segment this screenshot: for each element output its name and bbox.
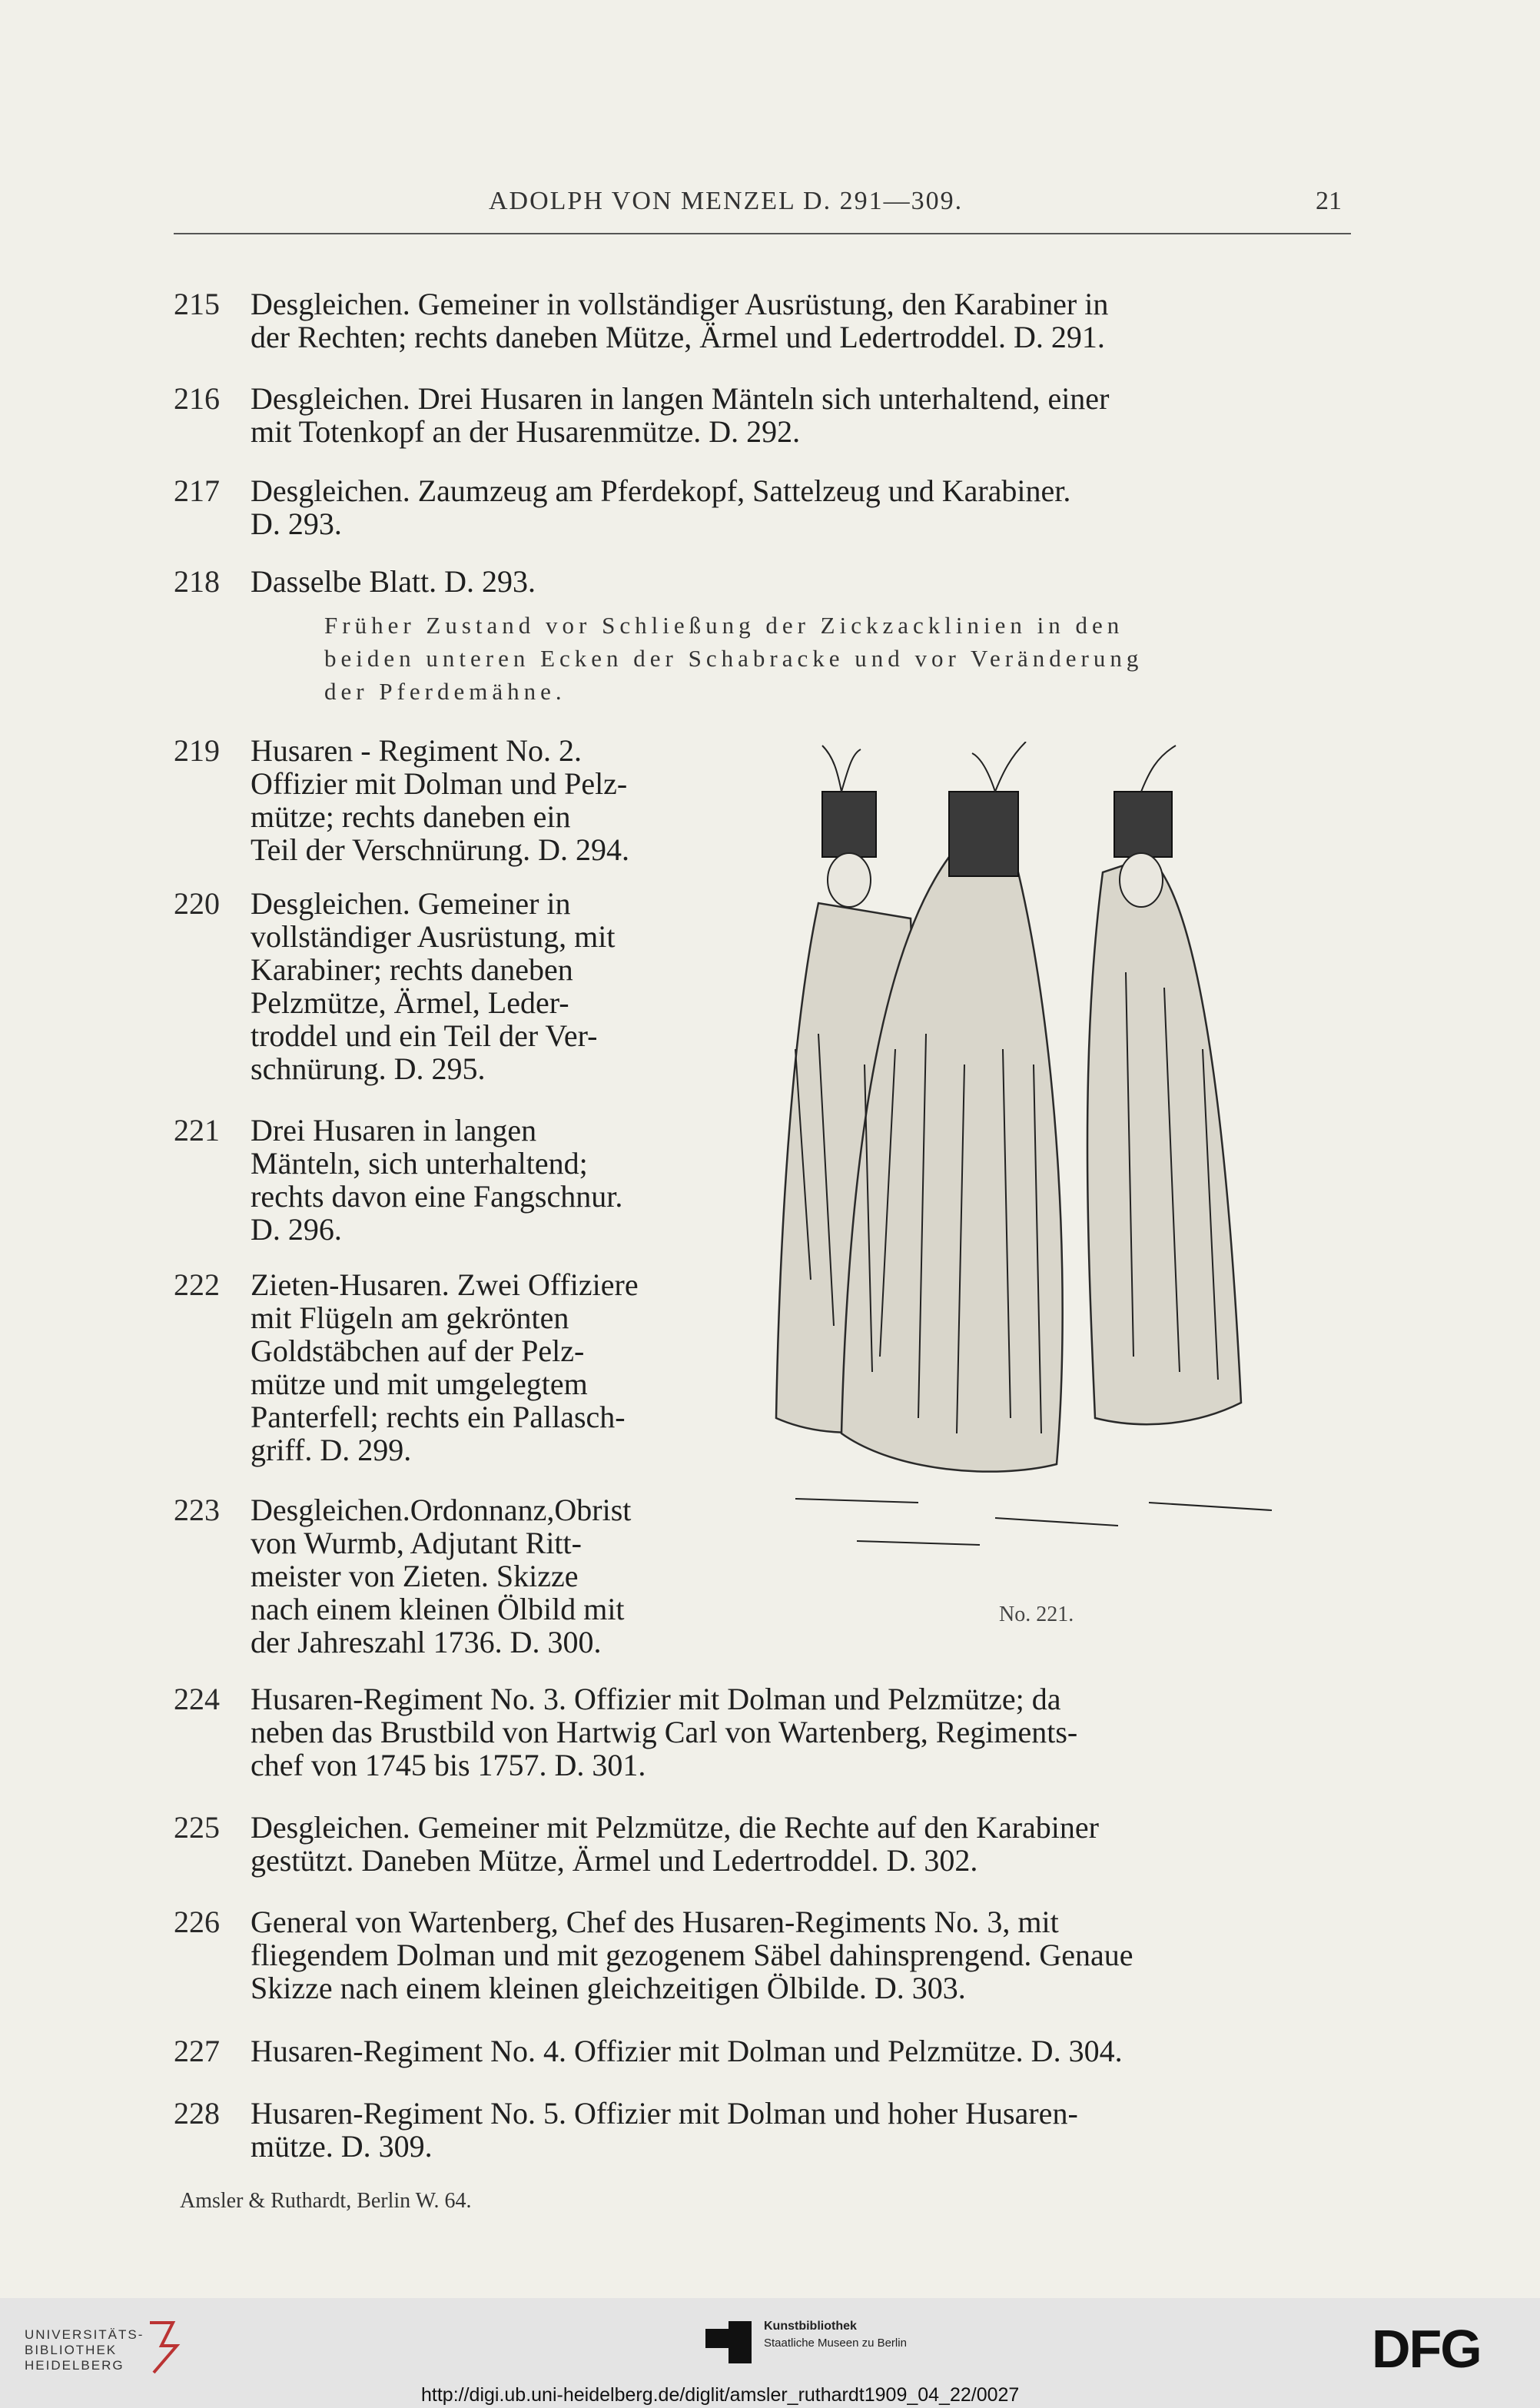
entry-line: Dasselbe Blatt. D. 293. — [251, 564, 536, 599]
entry-number: 220 — [174, 886, 220, 921]
entry-number: 222 — [174, 1267, 220, 1302]
entry-line: Panterfell; rechts ein Pallasch- — [251, 1400, 626, 1434]
entry-line: Desgleichen. Zaumzeug am Pferdekopf, Sattelzeug und Karabiner. — [251, 473, 1071, 508]
note-line: beiden unteren Ecken der Schabracke und vor Veränderung — [324, 645, 1143, 672]
entry-line: Teil der Verschnürung. D. 294. — [251, 832, 630, 867]
entry-line: Desgleichen.Ordonnanz,Obrist — [251, 1493, 632, 1527]
permalink-url[interactable]: http://digi.ub.uni-heidelberg.de/diglit/amsler_ruthardt1909_04_22/0027 — [421, 2384, 1020, 2406]
entry-line: mütze. D. 309. — [251, 2129, 433, 2164]
entry-line: Desgleichen. Drei Husaren in langen Mänteln sich unterhaltend, einer — [251, 381, 1110, 416]
entry-number: 225 — [174, 1810, 220, 1845]
kunstbibliothek-label — [764, 2318, 907, 2352]
entry-line: Goldstäbchen auf der Pelz- — [251, 1334, 585, 1368]
entry-line: schnürung. D. 295. — [251, 1051, 486, 1086]
page-header — [174, 187, 1351, 234]
entry-number: 221 — [174, 1113, 220, 1148]
illustration-caption: No. 221. — [999, 1603, 1074, 1626]
entry-line: chef von 1745 bis 1757. D. 301. — [251, 1748, 646, 1782]
entry-number: 219 — [174, 733, 220, 768]
entry-line: von Wurmb, Adjutant Ritt- — [251, 1526, 582, 1560]
note-line: Früher Zustand vor Schließung der Zickzacklinien in den — [324, 612, 1124, 639]
entry-line: meister von Zieten. Skizze — [251, 1559, 579, 1593]
entry-line: mütze; rechts daneben ein — [251, 799, 571, 834]
entry-line: Husaren - Regiment No. 2. — [251, 733, 582, 768]
entry-note-218 — [324, 609, 1354, 708]
entry-line: gestützt. Daneben Mütze, Ärmel und Ledertroddel. D. 302. — [251, 1843, 978, 1878]
entry-number: 227 — [174, 2034, 220, 2068]
note-line: der Pferdemähne. — [324, 678, 566, 705]
entry-line: Karabiner; rechts daneben — [251, 952, 573, 987]
entry-line: griff. D. 299. — [251, 1433, 412, 1467]
entry-line: Husaren-Regiment No. 5. Offizier mit Dolman und hoher Husaren- — [251, 2096, 1078, 2131]
entry-line: Desgleichen. Gemeiner mit Pelzmütze, die Rechte auf den Karabiner — [251, 1810, 1099, 1845]
entry-line: Desgleichen. Gemeiner in vollständiger Ausrüstung, den Karabiner in — [251, 287, 1109, 321]
kb-name: Kunstbibliothek — [764, 2320, 857, 2333]
dfg-logo: DFG — [1372, 2319, 1481, 2379]
entry-line: Offizier mit Dolman und Pelz- — [251, 766, 628, 801]
entry-line: fliegendem Dolman und mit gezogenem Säbel dahinsprengend. Genaue — [251, 1938, 1133, 1972]
entry-line: Skizze nach einem kleinen gleichzeitigen Ölbilde. D. 303. — [251, 1971, 966, 2005]
logo-line: HEIDELBERG — [25, 2358, 124, 2373]
entry-line: neben das Brustbild von Hartwig Carl von Wartenberg, Regiments- — [251, 1715, 1078, 1749]
entry-line: General von Wartenberg, Chef des Husaren-Regiments No. 3, mit — [251, 1905, 1059, 1939]
entry-number: 216 — [174, 381, 220, 416]
entry-line: Husaren-Regiment No. 3. Offizier mit Dolman und Pelzmütze; da — [251, 1682, 1061, 1716]
entry-number: 223 — [174, 1493, 220, 1527]
entry-line: Pelzmütze, Ärmel, Leder- — [251, 985, 569, 1020]
entry-line: der Rechten; rechts daneben Mütze, Ärmel und Ledertroddel. D. 291. — [251, 320, 1105, 354]
entry-line: Mänteln, sich unterhaltend; — [251, 1146, 588, 1181]
entry-line: der Jahreszahl 1736. D. 300. — [251, 1625, 602, 1659]
entry-number: 215 — [174, 287, 220, 321]
entry-line: troddel und ein Teil der Ver- — [251, 1018, 598, 1053]
entry-number: 224 — [174, 1682, 220, 1716]
entry-number: 218 — [174, 564, 220, 599]
entry-line: rechts davon eine Fangschnur. — [251, 1179, 623, 1214]
entry-number: 228 — [174, 2096, 220, 2131]
page-number: 21 — [1316, 187, 1342, 215]
entry-line: mit Totenkopf an der Husarenmütze. D. 292. — [251, 414, 801, 449]
entry-line: vollständiger Ausrüstung, mit — [251, 919, 616, 954]
kunstbibliothek-logo-icon — [705, 2321, 752, 2363]
university-library-logo — [25, 2327, 144, 2373]
entry-line: Drei Husaren in langen — [251, 1113, 537, 1148]
running-title: ADOLPH VON MENZEL D. 291—309. — [489, 187, 964, 215]
entry-line: Desgleichen. Gemeiner in — [251, 886, 571, 921]
digitization-footer — [0, 2298, 1540, 2408]
entry-number: 226 — [174, 1905, 220, 1939]
kb-subtitle: Staatliche Museen zu Berlin — [764, 2337, 907, 2350]
entry-line: D. 296. — [251, 1212, 342, 1247]
logo-line: UNIVERSITÄTS- — [25, 2327, 144, 2342]
entry-number: 217 — [174, 473, 220, 508]
entry-line: D. 293. — [251, 507, 342, 541]
entry-line: Zieten-Husaren. Zwei Offiziere — [251, 1267, 639, 1302]
entry-line: Husaren-Regiment No. 4. Offizier mit Dolman und Pelzmütze. D. 304. — [251, 2034, 1123, 2068]
logo-line: BIBLIOTHEK — [25, 2343, 118, 2357]
entry-line: nach einem kleinen Ölbild mit — [251, 1592, 625, 1626]
university-seal-icon — [142, 2315, 188, 2376]
publisher-imprint: Amsler & Ruthardt, Berlin W. 64. — [180, 2189, 472, 2213]
hussars-illustration — [765, 742, 1349, 1579]
entry-line: mit Flügeln am gekrönten — [251, 1300, 569, 1335]
entry-line: mütze und mit umgelegtem — [251, 1367, 588, 1401]
